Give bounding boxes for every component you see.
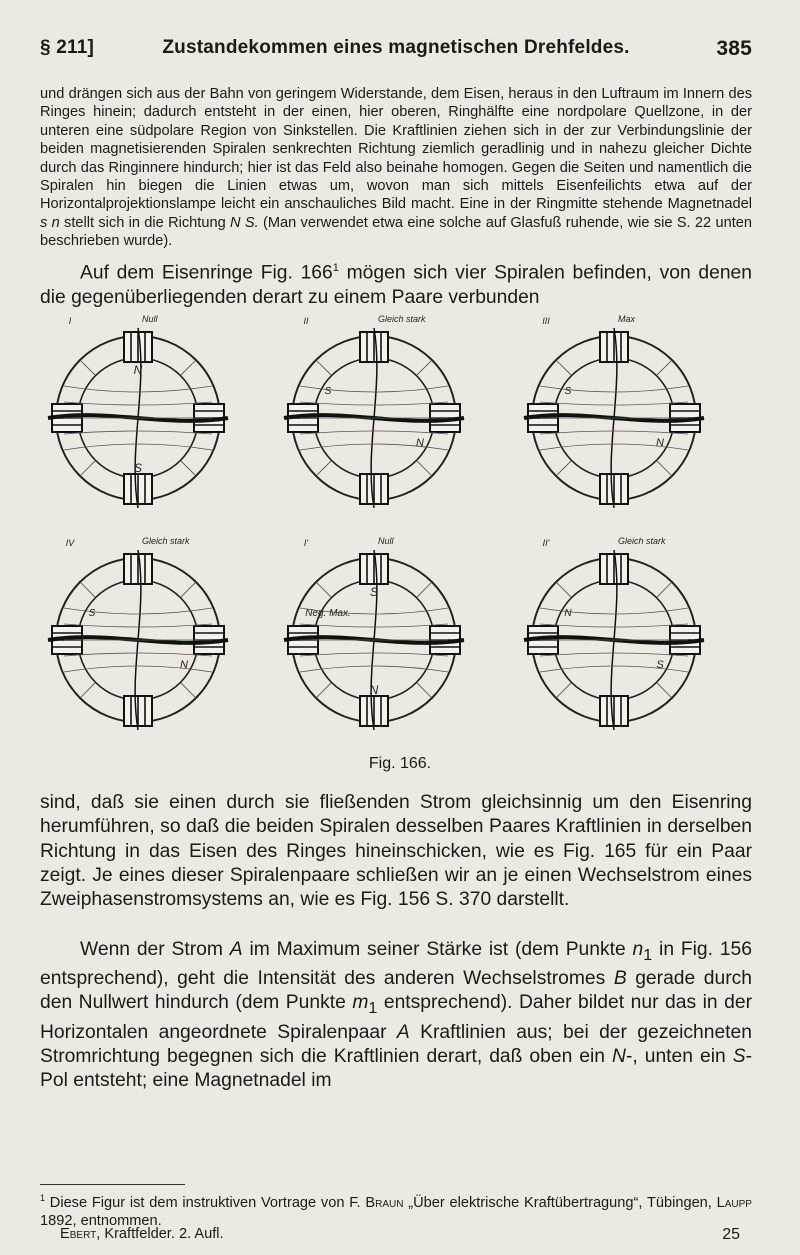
page-footer [60, 1226, 740, 1246]
ring-hatch [180, 682, 196, 698]
paragraph-3-text: sind, daß sie einen durch sie fließenden Strom gleichsinnig um den Eisenring herumführen, so daß die beiden Spiralen desselben Paares Kraftlinien in derselben Richtung in das Eisen des Ringes hineinschicken, wie es Fig. 165 für ein Paar zeigt. Je eines dieser Spiralenpaare schließen wir an je einen Wechselstrom eines Zweiphasenstromsystems an, wie es Fig. 156 S. 370 darstellt. [40, 792, 752, 911]
pole-top: N [133, 363, 143, 377]
field-line [540, 431, 688, 434]
paragraph-2-text: Auf dem Eisenringe Fig. 166 [80, 262, 333, 284]
ring-hatch [656, 460, 672, 476]
ring-panel-2 [284, 314, 464, 508]
ring-hatch [556, 582, 572, 598]
north-pole: N [612, 1045, 626, 1067]
ring-hatch [416, 582, 432, 598]
field-line [64, 624, 212, 627]
footnote-text: 1892, entnommen. [40, 1213, 162, 1230]
p4-text: in Fig. 156 entsprechend), geht die Intensität des anderen Wechselstromes [40, 939, 752, 990]
pole-bottom: N [369, 683, 379, 697]
panel-numeral: III [542, 316, 550, 326]
ring-hatch [656, 360, 672, 376]
ring-hatch [556, 360, 572, 376]
ring-hatch [316, 682, 332, 698]
ring-hatch [656, 582, 672, 598]
ring-hatch [180, 582, 196, 598]
paragraph-1-text: und drängen sich aus der Bahn von geringem Widerstande, dem Eisen, heraus in den Luftraum im Innern des Ringes hinein; dadurch entsteht in der einen, hier oberen, Ringhälfte eine nordpolare Quellzone, in der unteren eine südpolare Region von Sinkstellen. Die Kraftlinien ziehen sich in der zur Verbindungslinie der beiden magnetisierenden Spiralen senkrechten Richtung ziemlich geradlinig und in nahezu gleicher Dichte durch das Ringinnere hindurch; hier ist das Feld also beinahe homogen. Gegen die Seiten und namentlich die Spiralen hin biegen die Linien etwas um, wovon man sich mittels Eisenfeilichts etwa auf der Horizontalprojektionslampe leicht ein anschauliches Bild macht. Eine in der Ringmitte stehende Magnetnadel [40, 86, 752, 213]
ring-hatch [416, 460, 432, 476]
p4-text: Wenn der Strom [80, 939, 230, 960]
ring-panel-5 [284, 536, 464, 730]
ring-hatch [316, 582, 332, 598]
south-pole: S [732, 1045, 746, 1067]
paragraph-1-text-2: stellt sich in die Richtung [59, 214, 231, 231]
field-line [540, 624, 688, 627]
ring-panel-3 [524, 314, 704, 508]
ring-hatch [556, 682, 572, 698]
ring-hatch [416, 360, 432, 376]
current-b: B [613, 968, 627, 990]
panel-numeral: I' [303, 538, 309, 548]
footnote [40, 1189, 752, 1231]
footnote-divider [40, 1184, 185, 1185]
ring-hatch [80, 582, 96, 598]
ring-diagrams [40, 310, 752, 750]
ring-hatch [416, 682, 432, 698]
ring-hatch [80, 682, 96, 698]
footnote-text: Diese Figur ist dem instruktiven Vortrage von F. [45, 1194, 366, 1211]
field-line [300, 653, 448, 656]
ring-hatch [316, 460, 332, 476]
needle-label-sn: s n [40, 214, 60, 231]
pole-left: N [564, 608, 572, 619]
running-header [40, 37, 752, 69]
ring-hatch [180, 460, 196, 476]
point-m: m [352, 992, 369, 1014]
paragraph-1 [40, 85, 752, 251]
coil-pair-a: A [396, 1021, 410, 1043]
field-line [300, 402, 448, 405]
ring-panel-4 [48, 536, 228, 730]
panel-label: Max [618, 314, 636, 324]
panel-numeral: IV [65, 538, 75, 548]
footer-book: Ebert [60, 1226, 97, 1242]
field-line [540, 653, 688, 656]
paragraph-3 [40, 791, 752, 912]
ring-hatch [556, 460, 572, 476]
ring-hatch [80, 460, 96, 476]
footnote-text: „Über elektrische Kraftübertragung“, Tübingen, [403, 1194, 717, 1211]
point-n-sub: 1 [643, 945, 653, 964]
field-line [300, 431, 448, 434]
direction-ns: N S. [230, 214, 259, 231]
panel-label: Gleich stark [378, 314, 426, 324]
p4-text: entsprechend). Daher bildet nur das in der Horizontalen angeordnete Spiralenpaar [40, 992, 753, 1043]
footer-edition: , Kraftfelder. 2. Aufl. [96, 1226, 224, 1242]
pole-left: S [88, 608, 96, 619]
panel-label: Gleich stark [142, 536, 190, 546]
pole-left: S [564, 386, 572, 397]
p4-text: -Pol entsteht; eine Magnetnadel im [40, 1045, 752, 1092]
ring-hatch [656, 682, 672, 698]
p4-text: Kraftlinien aus; bei der gezeichneten Stromrichtung begegnen sich die Kraftlinien derart, daß oben ein [40, 1021, 752, 1067]
p4-text: gerade durch den Nullwert hindurch (dem Punkte [40, 968, 753, 1014]
pole-left: Neg. Max. [305, 608, 351, 619]
footnote-reference: 1 [332, 262, 339, 274]
panel-label: Null [378, 536, 394, 546]
pole-right: N [180, 659, 188, 671]
footnote-mark: 1 [40, 1193, 46, 1203]
paragraph-2-text-2: mögen sich vier Spiralen befinden, von denen die gegenüberliegenden derart zu einem Paare verbunden [40, 262, 753, 308]
p4-text: -, unten ein [625, 1045, 733, 1067]
point-m-sub: 1 [368, 999, 378, 1018]
field-line [540, 402, 688, 405]
paragraph-4 [40, 938, 752, 1094]
pole-bottom: S [133, 461, 143, 475]
panel-label: Gleich stark [618, 536, 666, 546]
current-a: A [229, 939, 243, 960]
paragraph-1-text-3: (Man verwendet etwa eine solche auf Glasfuß ruhende, wie sie S. 22 unten beschrieben wurde). [40, 214, 752, 250]
figure-caption: Fig. 166. [368, 755, 432, 772]
pole-left: S [324, 386, 332, 397]
ring-hatch [316, 360, 332, 376]
panel-numeral: II' [542, 538, 550, 548]
pole-right: S [656, 659, 664, 671]
pole-top: S [369, 585, 379, 599]
paragraph-2 [40, 256, 752, 310]
field-line [64, 402, 212, 405]
running-title: Zustandekommen eines magnetischen Drehfeldes. [162, 37, 630, 58]
ring-hatch [80, 360, 96, 376]
ring-hatch [180, 360, 196, 376]
footnote-publisher: Laupp [716, 1194, 752, 1211]
panel-numeral: I [68, 316, 72, 326]
pole-right: N [416, 437, 424, 449]
panel-numeral: II [303, 316, 309, 326]
signature-mark: 25 [722, 1226, 740, 1243]
field-line [64, 653, 212, 656]
section-reference: § 211] [40, 37, 95, 58]
point-n: n [632, 939, 644, 960]
figure-166 [40, 310, 752, 750]
p4-text: im Maximum seiner Stärke ist (dem Punkte [242, 939, 633, 960]
ring-panel-1 [48, 314, 228, 508]
panel-label: Null [142, 314, 158, 324]
footnote-author: Braun [365, 1194, 404, 1211]
field-line [300, 624, 448, 627]
ring-panel-6 [524, 536, 704, 730]
pole-right: N [656, 437, 664, 449]
page-number: 385 [716, 37, 752, 60]
field-line [64, 431, 212, 434]
